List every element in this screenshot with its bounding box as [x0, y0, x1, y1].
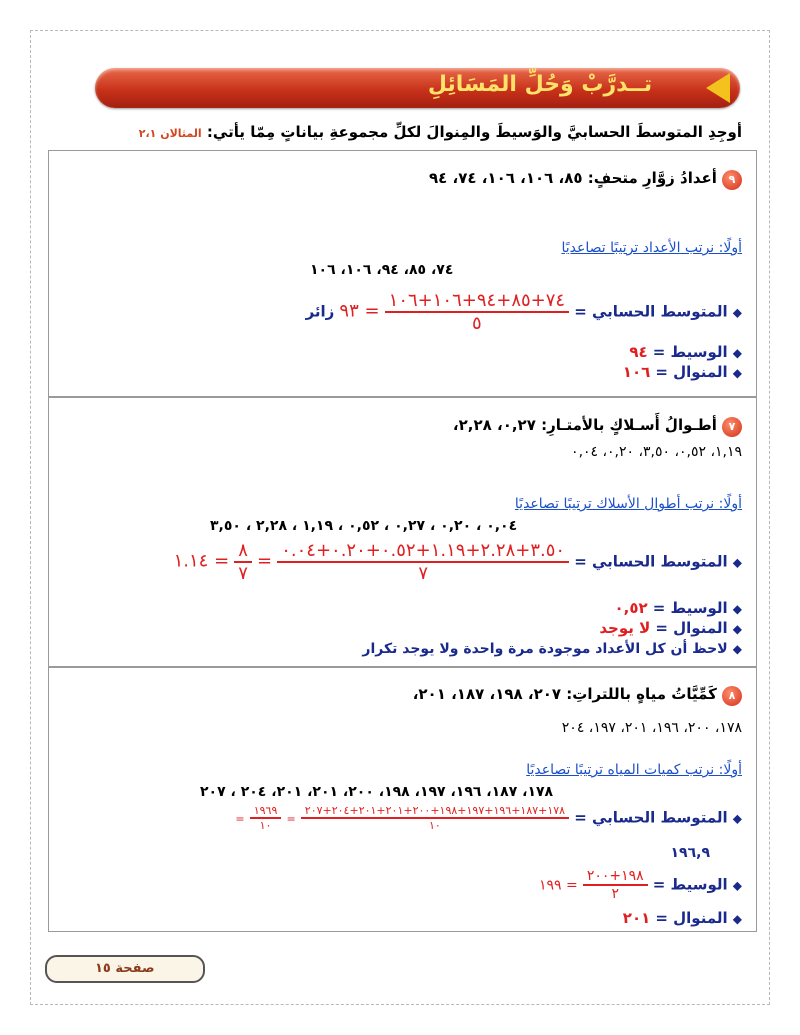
fraction-numerator: ١٩٦٩ — [250, 804, 282, 819]
median-label: الوسيط = — [652, 599, 728, 617]
note-text: لاحظ أن كل الأعداد موجودة مرة واحدة ولا يوجد تكرار — [362, 641, 728, 657]
mean-fraction-simplified — [234, 540, 252, 584]
sorted-values: ٧٤، ٨٥، ٩٤، ١٠٦، ١٠٦ — [310, 262, 454, 278]
banner-arrow-icon — [706, 73, 730, 103]
page-number: صفحة ١٥ — [95, 961, 155, 976]
instruction-reference: المثالان ٢،١ — [138, 127, 202, 140]
mean-result: ١٩٦,٩ — [670, 845, 710, 861]
mode-label: المنوال = — [655, 363, 728, 381]
mean-fraction — [385, 290, 569, 334]
median-line — [539, 868, 742, 902]
median-fraction — [583, 868, 648, 902]
fraction-numerator: ٣.٥٠+٢.٢٨+١.١٩+٠.٥٢+٠.٢٠+٠.٠٤ — [277, 540, 569, 563]
instruction — [139, 123, 742, 141]
problem-number-badge: ٨ — [722, 686, 742, 706]
mode-value: ٢٠١ — [622, 909, 651, 927]
step-1-heading: أولًا: نرتب كميات المياه ترتيبًا تصاعديًا — [526, 762, 742, 778]
median-line — [629, 342, 742, 361]
mode-line — [623, 362, 742, 381]
question-text: أطـوالُ أَسـلاكٍ بالأمتـارِ: ٠,٢٧، ٢,٢٨، — [452, 416, 717, 434]
mean-label: المتوسط الحسابي = — [574, 302, 728, 321]
banner-title: تــدرَّبْ وَحُلِّ المَسَائِلِ — [427, 72, 653, 97]
mean-result: = ٩٣ — [339, 300, 380, 322]
bullet-diamond-icon: ◆ — [732, 878, 742, 893]
mean-unit: زائر — [305, 302, 335, 321]
problem-9-question — [429, 168, 742, 190]
fraction-denominator: ٧ — [418, 563, 428, 584]
question-line-2: ١٧٨، ٢٠٠، ١٩٦، ٢٠١، ١٩٧، ٢٠٤ — [561, 720, 742, 736]
mode-value: لا يوجد — [599, 619, 651, 637]
problem-7-question — [453, 415, 742, 437]
mean-formula: ◆ المتوسط الحسابي = $\frac{٣.٥٠+٢.٢٨+١.١٩+٠.٥٢+٠.٢٠+٠.٠٤}{٧}$ = $\frac{٨}{٧}$ = ١.١٤ — [173, 540, 742, 584]
fraction-denominator: ٧ — [238, 563, 248, 584]
fraction-numerator: ٨ — [234, 540, 252, 563]
problem-number-badge: ٩ — [722, 170, 742, 190]
sorted-values: ١٧٨، ١٨٧، ١٩٦، ١٩٧، ١٩٨، ٢٠٠، ٢٠١، ٢٠١، ٢٠٤ ، ٢٠٧ — [200, 784, 554, 800]
bullet-diamond-icon: ◆ — [732, 602, 742, 616]
median-value: ٠,٥٢ — [614, 599, 648, 617]
bullet-diamond-icon: ◆ — [732, 811, 742, 826]
bullet-diamond-icon: ◆ — [732, 642, 742, 656]
question-line-2: ١,١٩، ٠,٥٢، ٣,٥٠، ٠,٢٠، ٠,٠٤ — [571, 444, 742, 460]
bullet-diamond-icon: ◆ — [732, 346, 742, 360]
instruction-text: أوجِدِ المتوسطَ الحسابيَّ والوَسيطَ والمِنوالَ لكلِّ مجموعةِ بياناتٍ مِمّا يأتي: — [206, 123, 742, 141]
mean-label: المتوسط الحسابي = — [574, 552, 728, 571]
step-1-heading: أولًا: نرتب أطوال الأسلاك ترتيبًا تصاعديًا — [514, 496, 742, 512]
mean-formula — [306, 290, 742, 334]
problem-number-badge: ٧ — [722, 417, 742, 437]
median-label: الوسيط = — [652, 875, 728, 894]
mean-fraction — [277, 540, 569, 584]
mean-fraction-simplified — [250, 804, 282, 832]
bullet-diamond-icon: ◆ — [732, 555, 742, 570]
mode-label: المنوال = — [655, 619, 728, 637]
median-value: = ١٩٩ — [538, 877, 578, 894]
mode-value: ١٠٦ — [622, 363, 651, 381]
note-line — [362, 638, 742, 657]
mode-label: المنوال = — [655, 909, 728, 927]
sorted-values: ٠,٠٤ ، ٠,٢٠ ، ٠,٢٧ ، ٠,٥٢ ، ١,١٩ ، ٢,٢٨ ، ٣,٥٠ — [210, 518, 518, 534]
problem-8-question — [413, 684, 742, 706]
mean-label: المتوسط الحسابي = — [574, 808, 728, 827]
fraction-numerator: ٧٤+٨٥+٩٤+١٠٦+١٠٦ — [385, 290, 569, 313]
median-line — [615, 598, 743, 617]
mean-fraction — [301, 804, 569, 832]
step-1-heading: أولًا: نرتب الأعداد ترتيبًا تصاعديًا — [561, 240, 742, 256]
bullet-diamond-icon: ◆ — [732, 622, 742, 636]
fraction-denominator: ١٠ — [429, 819, 441, 832]
fraction-numerator: ١٧٨+١٨٧+١٩٦+١٩٧+١٩٨+٢٠٠+٢٠١+٢٠١+٢٠٤+٢٠٧ — [301, 804, 569, 819]
bullet-diamond-icon: ◆ — [732, 366, 742, 380]
mean-result: = ١.١٤ — [173, 550, 230, 572]
fraction-denominator: ٥ — [472, 313, 482, 334]
fraction-denominator: ٢ — [611, 886, 619, 902]
mode-line — [623, 908, 742, 927]
question-text: كَمِّيَّاتُ مياهٍ باللتراتِ: ٢٠٧، ١٩٨، ١٨٧، ٢٠١، — [412, 685, 717, 703]
fraction-denominator: ١٠ — [259, 819, 272, 832]
bullet-diamond-icon: ◆ — [732, 305, 742, 320]
bullet-diamond-icon: ◆ — [732, 912, 742, 926]
fraction-numerator: ١٩٨+٢٠٠ — [583, 868, 648, 886]
mode-line — [599, 618, 742, 637]
median-label: الوسيط = — [652, 343, 728, 361]
mean-formula: ◆ المتوسط الحسابي = $\frac{١٧٨+١٨٧+١٩٦+١٩٧+١٩٨+٢٠٠+٢٠١+٢٠١+٢٠٤+٢٠٧}{١٠}$ = $\frac{١٩٦٩}{١٠}$ = — [235, 804, 742, 832]
median-value: ٩٤ — [629, 343, 648, 361]
question-text: أعدادُ زوَّارِ متحفٍ: ٨٥، ١٠٦، ١٠٦، ٧٤، ٩٤ — [428, 169, 717, 187]
